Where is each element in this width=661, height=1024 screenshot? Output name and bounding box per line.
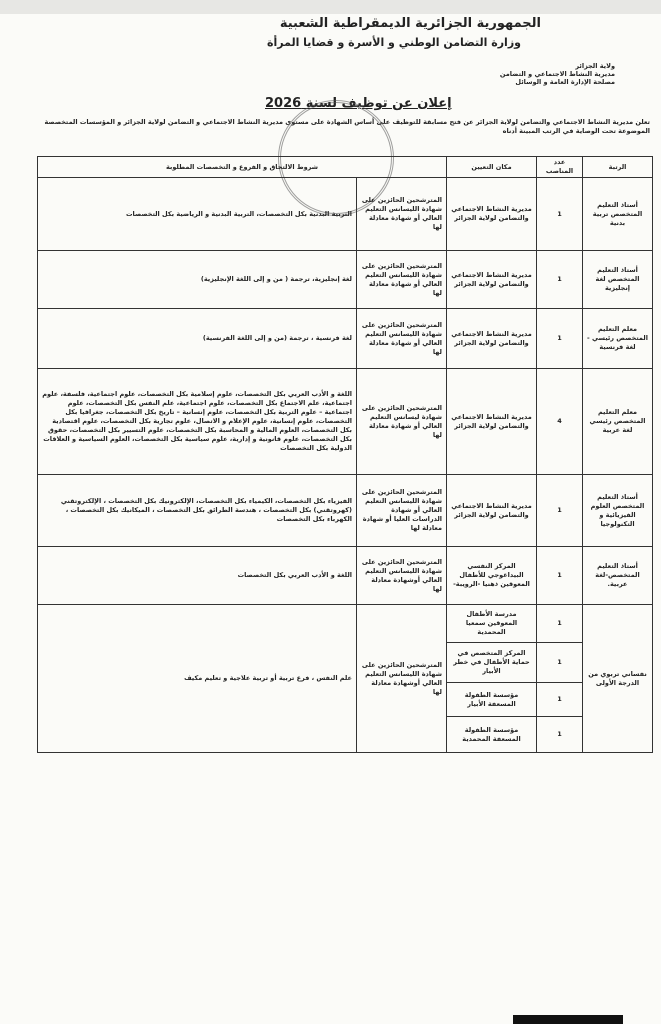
table-row: معلم التعليم المتخصص رئيسي - لغة فرنسية 1 مديرية النشاط الاجتماعي والتضامن لولاية الجزائر المترشحين الحائزين على شهادة الليسانس التعليم العالي أو شهادة معادلة لها لغة فرنسية ، ترجمة (من و إلى اللغة الفرنسية)	[38, 309, 653, 369]
table-row: أستاذ التعليم المتخصص-لغة عربية. 1 المركز النفسي البيداغوجي للأطفال المعوقين ذهنيا -الرويبة- المترشحين الحائزين على شهادة الليسانس التعليم العالي أوشهادة معادلة لها اللغة و الأدب العربي بكل التخصصات	[38, 547, 653, 605]
directorate-line: مديرية النشاط الاجتماعي و التضامن	[499, 70, 615, 78]
wilaya-line: ولاية الجزائر	[575, 62, 615, 70]
table-row: 1 المركز المتخصص في حماية الأطفال في خطر الأبيار	[38, 643, 653, 683]
table-row: 1 مؤسسة الطفولة المسعفة الأبيار	[38, 683, 653, 717]
issuer-block	[495, 62, 615, 86]
header-count: عدد المناصب	[537, 157, 583, 178]
header-location: مكان التعيين	[447, 157, 537, 178]
ministry-heading: وزارة التضامن الوطني و الأسرة و قضايا المرأة	[266, 36, 521, 49]
announcement-title: إعلان عن توظيف لسنة 2026	[265, 96, 452, 111]
announcement-intro: تعلن مديرية النشاط الاجتماعي والتضامن لولاية الجزائر عن فتح مسابقة للتوظيف على أساس الشهادة على مستوى مديرية النشاط الاجتماعي و التضامن لولاية الجزائر و المؤسسات المتخصصة الموضوعة تحت الوصاية في الرتب المبينة أدناه	[44, 118, 650, 135]
republic-heading: الجمهورية الجزائرية الديمقراطية الشعبية	[279, 16, 541, 31]
table-row: أستاذ التعليم المتخصص لغة إنجليزية 1 مديرية النشاط الاجتماعي والتضامن لولاية الجزائر المترشحين الحائزين على شهادة الليسانس التعليم العالي أو شهادة معادلة لها لغة إنجليزية، ترجمة ( من و إلى اللغة الإنجليزية)	[38, 251, 653, 309]
table-row: 1 مؤسسة الطفولة المسعفة المحمدية	[38, 717, 653, 753]
service-line: مصلحة الإدارة العامة و الوسائل	[515, 78, 615, 86]
top-edge-strip	[0, 0, 661, 14]
positions-table	[37, 156, 653, 753]
bottom-mark	[513, 1015, 623, 1024]
table-row: أستاذ التعليم المتخصص تربية بدنية 1 مديرية النشاط الاجتماعي والتضامن لولاية الجزائر المترشحين الحائزين على شهادة الليسانس التعليم العالي أو شهادة معادلة لها التربية البدنية بكل التخصصات، التربية البدنية و الرياضية بكل التخصصات	[38, 178, 653, 251]
header-rank: الرتبة	[583, 157, 653, 178]
header-conditions: شروط الالتحاق و الفروع و التخصصات المطلوبة	[38, 157, 447, 178]
table-row: نفساني تربوي من الدرجة الأولى 1 مدرسة الأطفال المعوقين سمعيا المحمدية المترشحين الحائزين على شهادة الليسانس التعليم العالي أوشهادة معادلة لها علم النفس ، فرع تربية أو تربية علاجية و تعليم مكيف	[38, 605, 653, 643]
table-header-row	[38, 157, 653, 178]
table-row: معلم التعليم المتخصص رئيسي لغة عربية 4 مديرية النشاط الاجتماعي والتضامن لولاية الجزائر المترشحين الحائزين على شهادة ليسانس التعليم العالي أو شهادة معادلة لها اللغة و الأدب العربي بكل التخصصات، علوم إسلامية بكل التخصصات، علوم اجتماعية، فلسفة، علوم اجتماعية، علم الاجتماع بكل التخصصات، علوم اجتماعية، علم النفس بكل التخصصات، علوم اجتماعية – علوم التربية بكل التخصصات، علوم إنسانية – تاريخ بكل التخصصات، جغرافيا بكل التخصصات، علوم إنسانية، علوم الإعلام و الاتصال، علوم تجارية بكل التخصصات، علوم اقتصادية بكل التخصصات، العلوم المالية و المحاسبة بكل التخصصات، علوم التسيير بكل التخصصات، حقوق بكل التخصصات، علوم قانونية و إدارية، علوم سياسية بكل التخصصات، العلوم السياسية و العلاقات الدولية بكل التخصصات	[38, 369, 653, 475]
table-row: أستاذ التعليم المتخصص العلوم الفيزيائية و التكنولوجيا 1 مديرية النشاط الاجتماعي والتضامن لولاية الجزائر المترشحين الحائزين على شهادة الليسانس التعليم العالي أو شهادة الدراسات العليا أو شهادة معادلة لها الفيزياء بكل التخصصات، الكيمياء بكل التخصصات، الإلكترونيك بكل التخصصات ، الإلكتروتقني (كهروتقني) بكل التخصصات ، هندسة الطرائق بكل التخصصات ، الميكانيك بكل التخصصات ، الكهرباء بكل التخصصات	[38, 475, 653, 547]
